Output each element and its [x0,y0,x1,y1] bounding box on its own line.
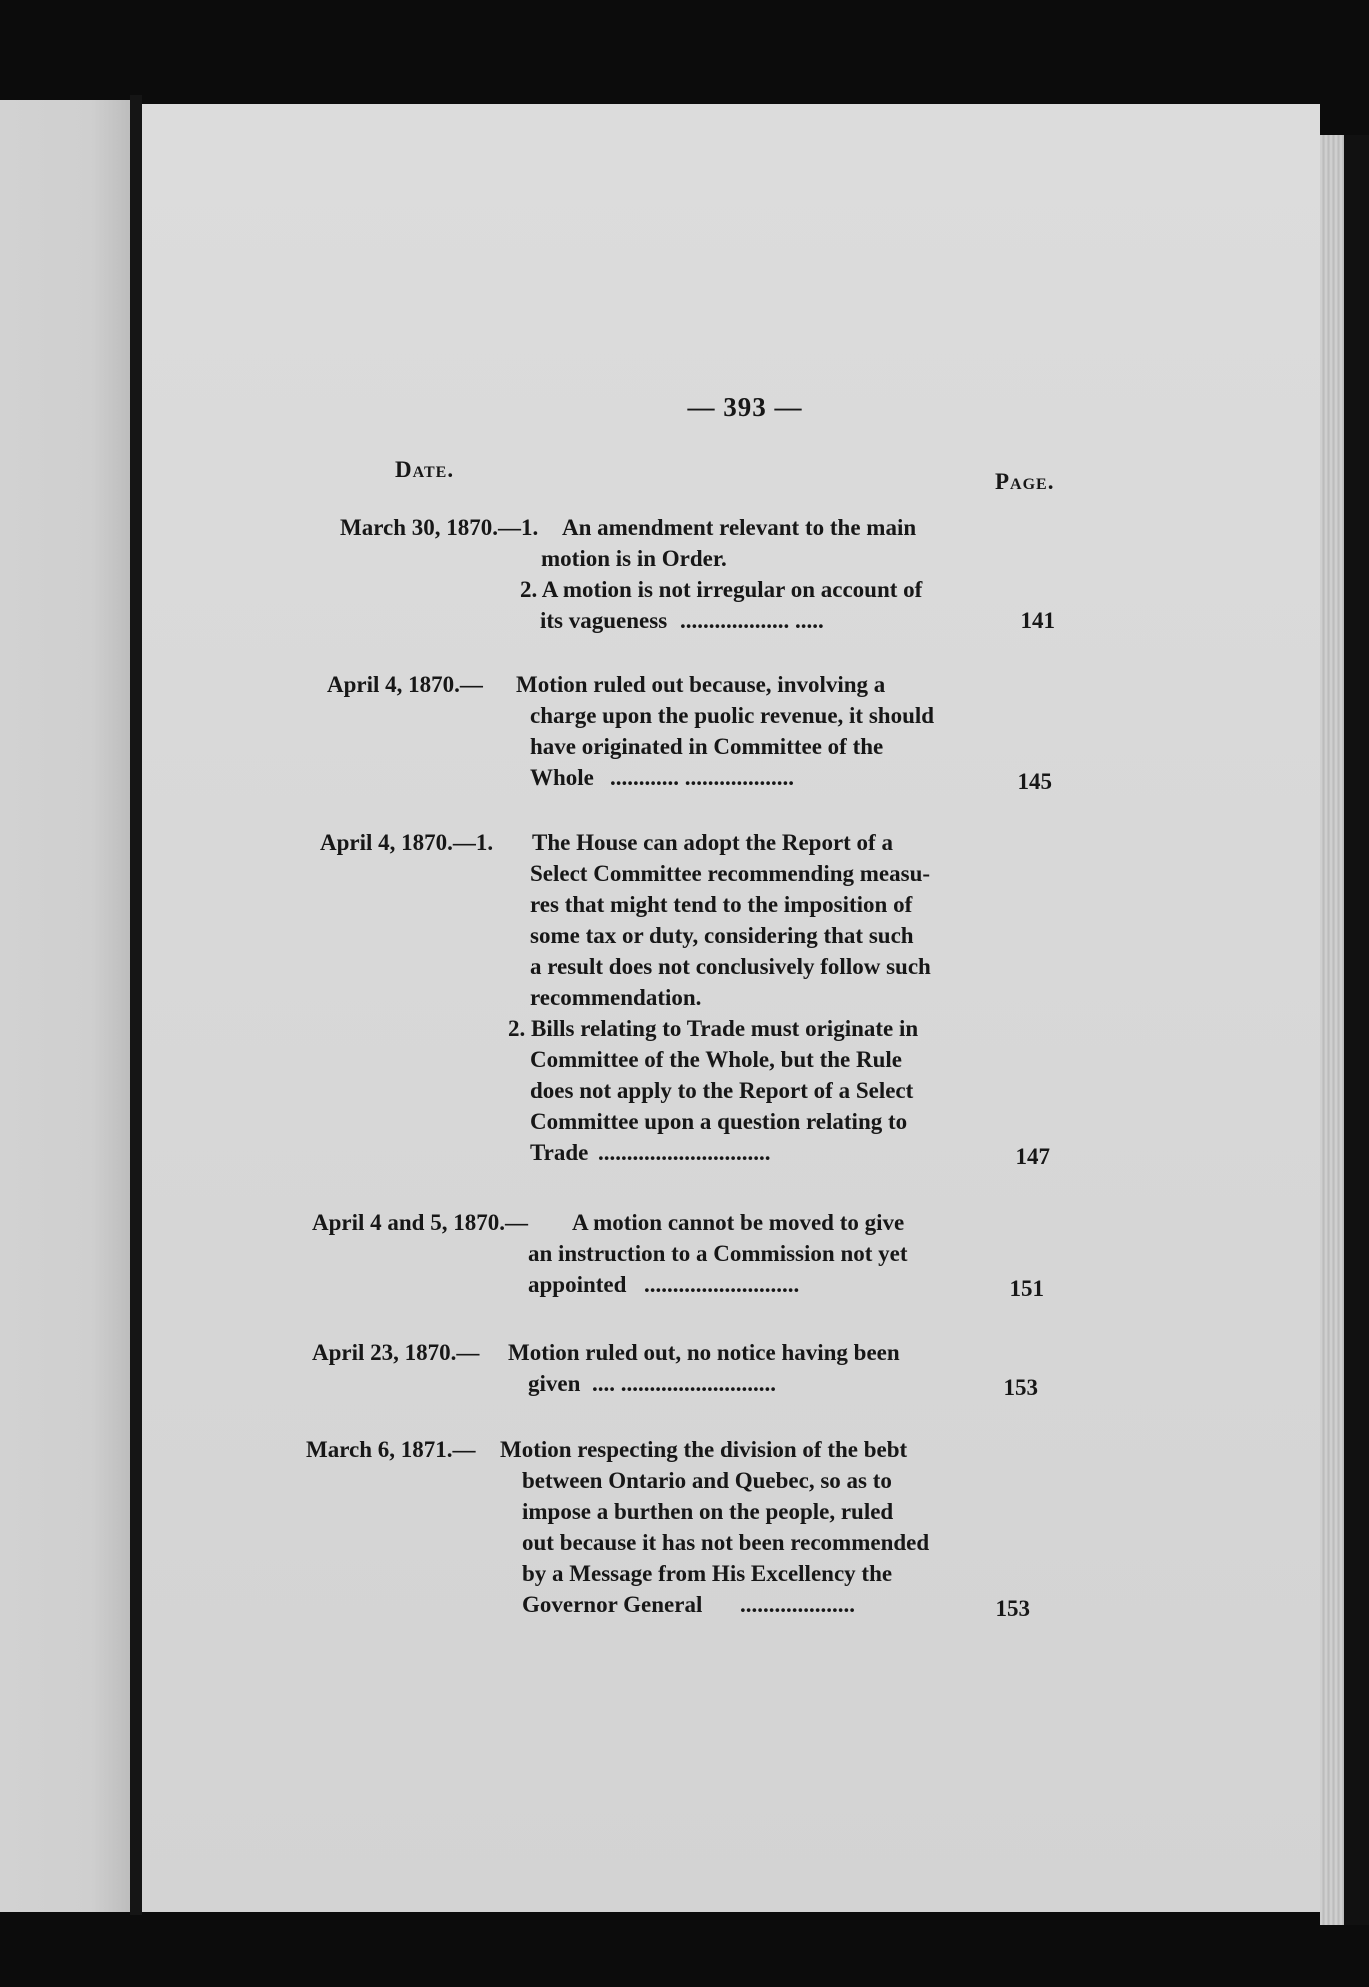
entry-line: appointed [528,1272,627,1297]
dot-leader: ................... ..... [680,608,824,633]
page-edge-shadow [1344,135,1369,1925]
entry-line: Committee upon a question relating to [530,1109,908,1134]
entry-date: April 4, 1870.—1. [320,830,494,855]
page-reference: 153 [995,1596,1030,1621]
page-column-heading: Page. [995,469,1055,494]
page-reference: 151 [1009,1276,1044,1301]
entry-line: have originated in Committee of the [530,734,884,759]
book-gutter [130,95,142,1915]
entry-line: motion is in Order. [541,546,727,571]
entry-line: by a Message from His Excellency the [522,1561,893,1586]
entry-line: Whole [530,765,594,790]
dot-leader: ........................... [644,1272,800,1297]
dot-leader: .............................. [598,1140,771,1165]
entry-line: does not apply to the Report of a Select [530,1078,914,1103]
entry-line: The House can adopt the Report of a [532,830,893,855]
entry-line: out because it has not been recommended [522,1530,930,1555]
entry-line: impose a burthen on the people, ruled [522,1499,894,1524]
entry-line: given [528,1371,581,1396]
entry-line: between Ontario and Quebec, so as to [522,1468,892,1493]
entry-line: 2. Bills relating to Trade must originate in [508,1016,919,1041]
dot-leader: ............ ................... [610,765,794,790]
page-reference: 145 [1017,769,1052,794]
entry-line: An amendment relevant to the main [562,515,917,540]
entry-line: its vagueness [540,608,668,633]
page-reference: 147 [1015,1144,1050,1169]
page-reference: 153 [1003,1375,1038,1400]
dot-leader: .... ........................... [592,1371,776,1396]
facing-page-edge [0,100,130,1912]
entry-line: charge upon the puolic revenue, it should [530,703,935,728]
entry-line: A motion cannot be moved to give [572,1210,905,1235]
entry-line: Motion ruled out, no notice having been [508,1340,900,1365]
entry-line: res that might tend to the imposition of [530,892,913,917]
entry-date: April 4 and 5, 1870.— [312,1210,528,1235]
page-stack-edge [1320,135,1344,1925]
entry-line: 2. A motion is not irregular on account of [520,577,923,602]
entry-line: some tax or duty, considering that such [530,923,914,948]
entry-date: March 30, 1870.—1. [340,515,539,540]
document-page [142,104,1320,1912]
entry-line: Trade [530,1140,589,1165]
page-number: — 393 — [687,392,803,422]
date-column-heading: Date. [395,457,455,482]
entry-date: March 6, 1871.— [306,1437,476,1462]
entry-date: April 4, 1870.— [327,672,483,697]
entry-line: Select Committee recommending measu- [530,861,931,886]
entry-line: Motion respecting the division of the bebt [500,1437,908,1462]
entry-line: recommendation. [530,985,702,1010]
entry-line: Motion ruled out because, involving a [516,672,886,697]
page-reference: 141 [1020,608,1055,633]
entry-date: April 23, 1870.— [312,1340,480,1365]
entry-line: Committee of the Whole, but the Rule [530,1047,902,1072]
entry-line: Governor General [522,1592,703,1617]
dot-leader: .................... [740,1592,855,1617]
entry-line: a result does not conclusively follow such [530,954,931,979]
entry-line: an instruction to a Commission not yet [528,1241,908,1266]
